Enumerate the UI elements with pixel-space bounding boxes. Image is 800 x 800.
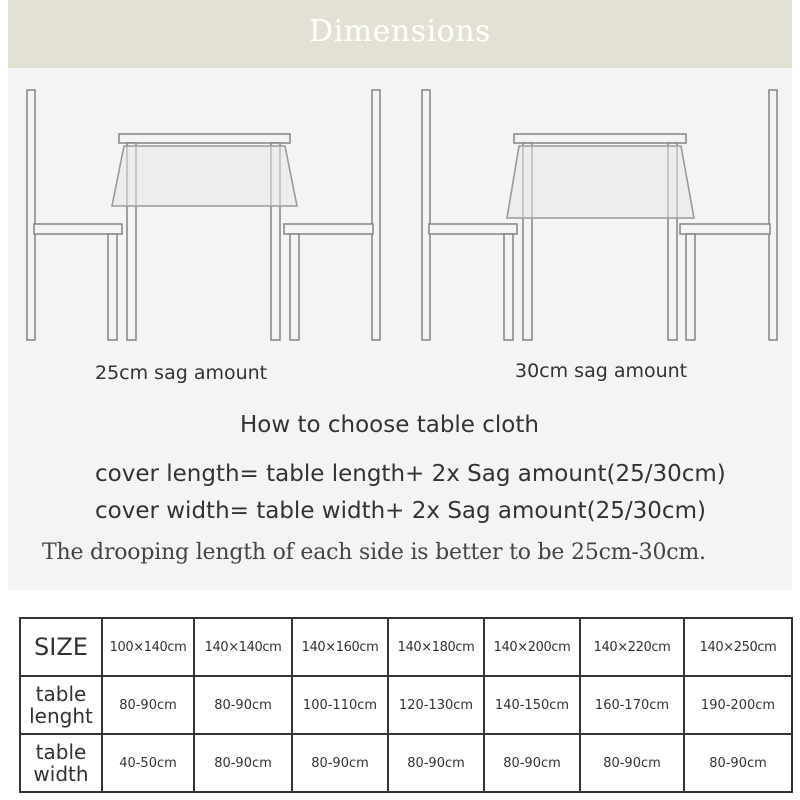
right-chair-right xyxy=(680,90,777,340)
length-cell: 140-150cm xyxy=(484,676,580,734)
instructions-heading: How to choose table cloth xyxy=(240,412,539,438)
formula-cover-length: cover length= table length+ 2x Sag amount(25/30cm) xyxy=(95,461,726,487)
left-chair-left xyxy=(27,90,122,340)
right-tablecloth xyxy=(507,146,694,218)
width-cell: 80-90cm xyxy=(194,734,292,792)
caption-30cm: 30cm sag amount xyxy=(515,360,688,382)
size-row xyxy=(20,618,792,676)
length-cell: 120-130cm xyxy=(388,676,484,734)
width-cell: 80-90cm xyxy=(684,734,792,792)
width-cell: 80-90cm xyxy=(388,734,484,792)
length-cell: 100-110cm xyxy=(292,676,388,734)
left-tablecloth xyxy=(112,146,297,206)
size-cell: 140×160cm xyxy=(292,618,388,676)
width-cell: 80-90cm xyxy=(292,734,388,792)
length-cell: 80-90cm xyxy=(194,676,292,734)
size-cell: 140×220cm xyxy=(580,618,684,676)
size-cell: 140×180cm xyxy=(388,618,484,676)
row-label-size: SIZE xyxy=(20,618,102,676)
illustration-panel xyxy=(8,68,792,590)
right-chair-left xyxy=(422,90,517,340)
length-cell: 160-170cm xyxy=(580,676,684,734)
drooping-note: The drooping length of each side is better to be 25cm-30cm. xyxy=(42,540,706,565)
banner-title: Dimensions xyxy=(309,14,491,49)
size-cell: 140×140cm xyxy=(194,618,292,676)
size-cell: 140×250cm xyxy=(684,618,792,676)
formula-cover-width: cover width= table width+ 2x Sag amount(25/30cm) xyxy=(95,498,706,524)
length-cell: 80-90cm xyxy=(102,676,194,734)
row-label-table-width: table width xyxy=(20,734,102,792)
table-width-row xyxy=(20,734,792,792)
caption-25cm: 25cm sag amount xyxy=(95,362,268,384)
size-cell: 140×200cm xyxy=(484,618,580,676)
dimensions-banner xyxy=(8,0,792,68)
width-cell: 40-50cm xyxy=(102,734,194,792)
size-cell: 100×140cm xyxy=(102,618,194,676)
left-chair-right xyxy=(284,90,380,340)
table-sag-illustration xyxy=(8,68,792,368)
row-label-table-length: table lenght xyxy=(20,676,102,734)
table-length-row xyxy=(20,676,792,734)
size-table xyxy=(19,617,793,793)
width-cell: 80-90cm xyxy=(484,734,580,792)
width-cell: 80-90cm xyxy=(580,734,684,792)
length-cell: 190-200cm xyxy=(684,676,792,734)
